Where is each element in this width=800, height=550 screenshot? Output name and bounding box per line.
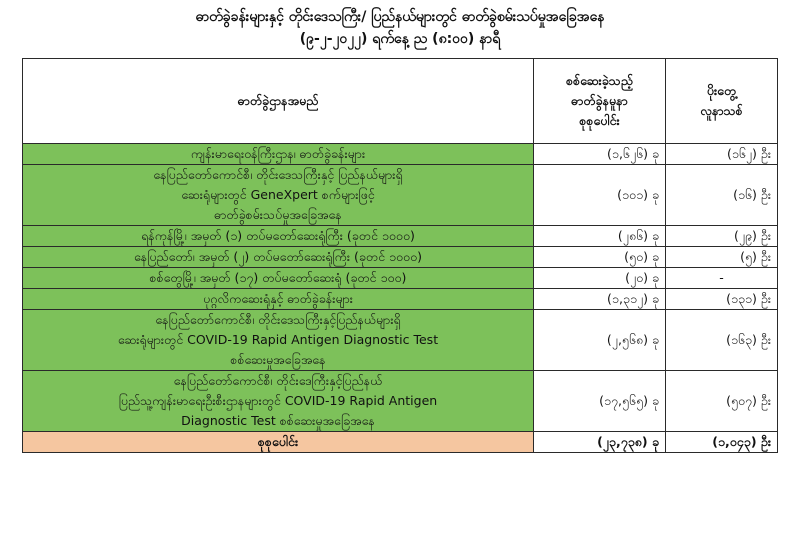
new-positive-cell: (၂၉) ဦး — [666, 226, 778, 247]
total-label: စုစုပေါင်း — [23, 432, 534, 453]
report-title: ဓာတ်ခွဲခန်းများနှင့် တိုင်းဒေသကြီး/ ပြည်နယ်များတွင် ဓာတ်ခွဲစမ်းသပ်မှုအခြေအနေ — [195, 9, 605, 25]
table-header — [23, 59, 778, 144]
lab-name-cell — [23, 226, 534, 247]
new-positive-cell: (၁၃၁) ဦး — [666, 289, 778, 310]
lab-name-cell — [23, 165, 534, 226]
new-positive-cell: (၁၆၂) ဦး — [666, 144, 778, 165]
samples-tested-cell: (၁၀၁) ခု — [534, 165, 666, 226]
total-row — [23, 432, 778, 453]
column-header-lab-name: ဓာတ်ခွဲဌာနအမည် — [23, 59, 534, 144]
lab-name-line: ဓာတ်ခွဲစမ်းသပ်မှုအခြေအနေ — [214, 207, 342, 222]
table-row — [23, 310, 778, 371]
samples-tested-cell: (၁,၆၂၆) ခု — [534, 144, 666, 165]
new-positive-cell: (၅) ဦး — [666, 247, 778, 268]
lab-name-line: ဆေးရုံများတွင် COVID-19 Rapid Antigen Diagnostic Test — [117, 332, 439, 347]
lab-name-line: ပြည်သူ့ကျန်းမာရေးဦးစီးဌာနများတွင် COVID-19 Rapid Antigen — [118, 393, 438, 408]
samples-tested-cell: (၁,၃၁၂) ခု — [534, 289, 666, 310]
column-header-samples-tested-line1: စစ်ဆေးခဲ့သည့် — [566, 73, 633, 88]
samples-tested-cell: (၂,၅၆၈) ခု — [534, 310, 666, 371]
lab-name-line: ပုဂ္ဂလိကဆေးရုံနှင့် ဓာတ်ခွဲခန်းများ — [203, 291, 353, 306]
new-positive-cell: (၁၆) ဦး — [666, 165, 778, 226]
lab-name-line: Diagnostic Test စစ်ဆေးမှုအခြေအနေ — [181, 413, 375, 428]
table-row — [23, 247, 778, 268]
new-positive-cell: (၅၀၇) ဦး — [666, 371, 778, 432]
column-header-samples-tested — [534, 59, 666, 144]
samples-tested-cell: (၂၈၆) ခု — [534, 226, 666, 247]
samples-tested-cell: (၁၇,၅၆၅) ခု — [534, 371, 666, 432]
header-row — [23, 59, 778, 144]
lab-name-line: ကျန်းမာရေးဝန်ကြီးဌာန၊ ဓာတ်ခွဲခန်းများ — [190, 146, 366, 161]
table-row — [23, 268, 778, 289]
table-row — [23, 371, 778, 432]
column-header-new-positive-line1: ပိုးတွေ့ — [706, 83, 737, 98]
table-body — [23, 144, 778, 453]
lab-name-line: စစ်တွေမြို့၊ အမှတ် (၁၇) တပ်မတော်ဆေးရုံ (ခုတင် ၁၀၀) — [149, 270, 407, 285]
table-row — [23, 226, 778, 247]
table-row — [23, 165, 778, 226]
testing-status-table — [22, 58, 778, 453]
lab-name-cell — [23, 371, 534, 432]
lab-name-cell — [23, 144, 534, 165]
lab-name-line: နေပြည်တော်ကောင်စီ၊ တိုင်းဒေသကြီးနှင့်ပြည်နယ်များရှိ — [155, 312, 401, 327]
lab-name-line: ဆေးရုံများတွင် GeneXpert စက်များဖြင့် — [181, 187, 375, 202]
samples-tested-cell: (၂၀) ခု — [534, 268, 666, 289]
column-header-samples-tested-line3: စုစုပေါင်း — [579, 113, 620, 128]
lab-name-cell — [23, 289, 534, 310]
column-header-new-positive-line2: လူနာသစ် — [700, 103, 743, 118]
lab-name-cell — [23, 247, 534, 268]
report-header — [0, 6, 800, 50]
table-row — [23, 289, 778, 310]
total-new-positive: (၁,၀၄၃) ဦး — [666, 432, 778, 453]
samples-tested-cell: (၅၀) ခု — [534, 247, 666, 268]
table-row — [23, 144, 778, 165]
lab-name-cell — [23, 310, 534, 371]
lab-name-line: စစ်ဆေးမှုအခြေအနေ — [230, 352, 326, 367]
new-positive-cell: - — [666, 268, 778, 289]
column-header-samples-tested-line2: ဓာတ်ခွဲနမူနာ — [571, 93, 628, 108]
lab-name-line: နေပြည်တော်ကောင်စီ၊ တိုင်းဒေသကြီးနှင့် ပြည်နယ်များရှိ — [153, 167, 403, 182]
lab-name-line: နေပြည်တော်ကောင်စီ၊ တိုင်းဒေကြီးနှင့်ပြည်နယ် — [173, 373, 383, 388]
column-header-new-positive — [666, 59, 778, 144]
report-date: (၉-၂-၂၀၂၂) ရက်နေ့ ည (၈:၀၀) နာရီ — [299, 31, 501, 47]
lab-name-line: နေပြည်တော်၊ အမှတ် (၂) တပ်မတော်ဆေးရုံကြီး (ခုတင် ၁၀၀၀) — [134, 249, 422, 264]
lab-name-cell — [23, 268, 534, 289]
lab-name-line: ရန်ကုန်မြို့၊ အမှတ် (၁) တပ်မတော်ဆေးရုံကြီး (ခုတင် ၁၀၀၀) — [141, 228, 415, 243]
total-samples-tested: (၂၃,၇၃၈) ခု — [534, 432, 666, 453]
new-positive-cell: (၁၆၃) ဦး — [666, 310, 778, 371]
